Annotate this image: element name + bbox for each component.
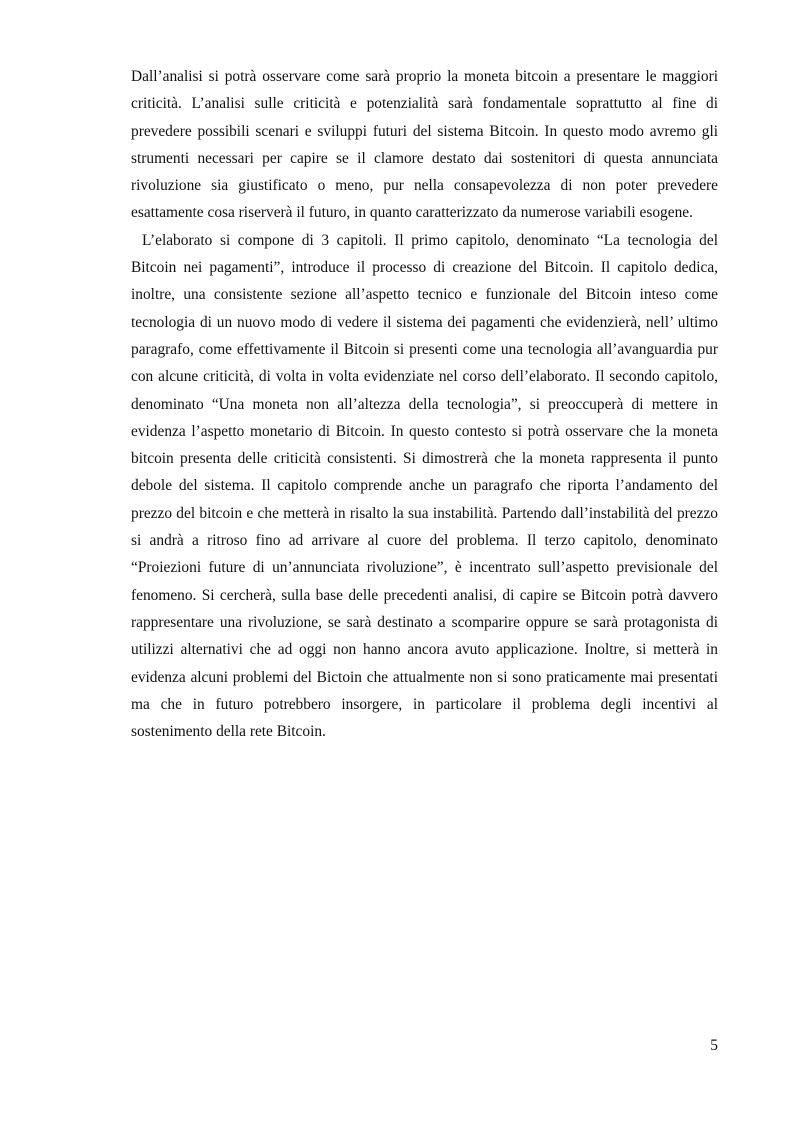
- page-body: [131, 63, 718, 745]
- page-number: 5: [710, 1037, 718, 1054]
- paragraph-intro-analysis: Dall’analisi si potrà osservare come sarà proprio la moneta bitcoin a presentare le maggiori criticità. L’analisi sulle criticità e potenzialità sarà fondamentale soprattutto al fine di prevedere possibili scenari e sviluppi futuri del sistema Bitcoin. In questo modo avremo gli strumenti necessari per capire se il clamore destato dai sostenitori di questa annunciata rivoluzione sia giustificato o meno, pur nella consapevolezza di non poter prevedere esattamente cosa riserverà il futuro, in quanto caratterizzato da numerose variabili esogene.: [131, 68, 718, 222]
- paragraph-chapter-overview: L’elaborato si compone di 3 capitoli. Il primo capitolo, denominato “La tecnologia del Bitcoin nei pagamenti”, introduce il processo di creazione del Bitcoin. Il capitolo dedica, inoltre, una consistente sezione all’aspetto tecnico e funzionale del Bitcoin inteso come tecnologia di un nuovo modo di vedere il sistema dei pagamenti che evidenzierà, nell’ ultimo paragrafo, come effettivamente il Bitcoin si presenti come una tecnologia all’avanguardia pur con alcune criticità, di volta in volta evidenziate nel corso dell’elaborato. Il secondo capitolo, denominato “Una moneta non all’altezza della tecnologia”, si preoccuperà di mettere in evidenza l’aspetto monetario di Bitcoin. In questo contesto si potrà osservare che la moneta bitcoin presenta delle criticità consistenti. Si dimostrerà che la moneta rappresenta il punto debole del sistema. Il capitolo comprende anche un paragrafo che riporta l’andamento del prezzo del bitcoin e che metterà in risalto la sua instabilità. Partendo dall’instabilità del prezzo si andrà a ritroso fino ad arrivare al cuore del problema. Il terzo capitolo, denominato “Proiezioni future di un’annunciata rivoluzione”, è incentrato sull’aspetto previsionale del fenomeno. Si cercherà, sulla base delle precedenti analisi, di capire se Bitcoin potrà davvero rappresentare una rivoluzione, se sarà destinato a scomparire oppure se sarà protagonista di utilizzi alternativi che ad oggi non hanno ancora avuto applicazione. Inoltre, si metterà in evidenza alcuni problemi del Bictoin che attualmente non si sono praticamente mai presentati ma che in futuro potrebbero insorgere, in particolare il problema degli incentivi al sostenimento della rete Bitcoin.: [131, 231, 718, 741]
